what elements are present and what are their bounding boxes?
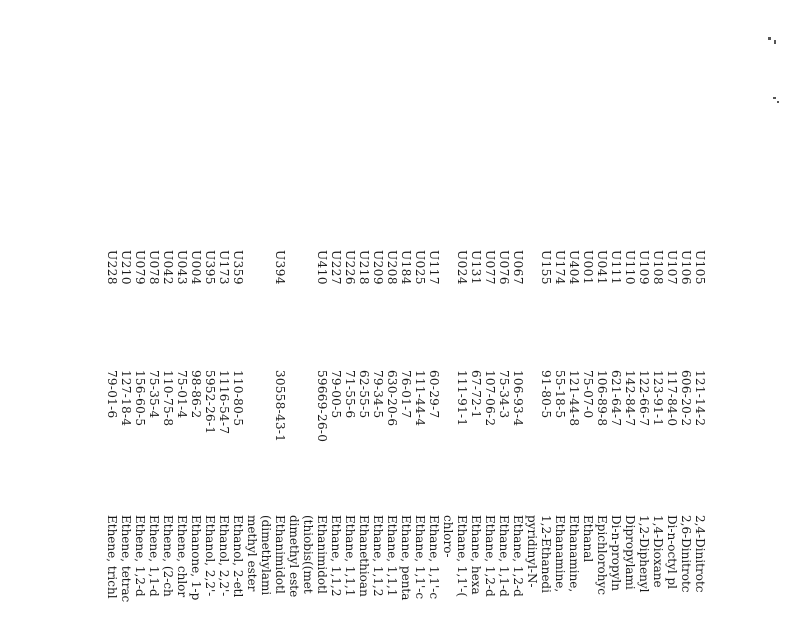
cas-number: 30558-43-1	[273, 370, 287, 443]
cas-number: 606-20-2	[679, 370, 693, 427]
waste-code: U131	[469, 250, 483, 286]
cas-number: 5952-26-1	[203, 370, 217, 435]
cas-number: 75-01-4	[175, 370, 189, 419]
waste-code: U210	[119, 250, 133, 286]
chemical-name: Ethane, 1,1,2	[371, 515, 385, 597]
chemical-name: Di-n-propyln	[609, 515, 623, 591]
cas-number: 110-80-5	[231, 370, 245, 427]
cas-number: 75-07-0	[581, 370, 595, 419]
waste-code: U078	[147, 250, 161, 286]
chemical-name: Ethane, 1,1'-c	[413, 515, 427, 600]
cas-number: 91-80-5	[539, 370, 553, 419]
cas-number: 76-01-7	[399, 370, 413, 419]
chemical-name: Ethane, hexa	[469, 515, 483, 595]
chemical-name: Ethane, 1,1'-(	[455, 515, 469, 598]
waste-code: U226	[343, 250, 357, 286]
waste-code: U067	[511, 250, 525, 286]
waste-code: U109	[637, 250, 651, 286]
chemical-name: Epichlorohyc	[595, 515, 609, 595]
chemical-name: Ethene, tetrac	[119, 515, 133, 603]
chemical-name: Ethane, 1,1,1	[385, 515, 399, 597]
waste-code: U395	[203, 250, 217, 286]
cas-number: 121-14-2	[693, 370, 707, 427]
chemical-name: Ethanamine,	[553, 515, 567, 593]
waste-code: U173	[217, 250, 231, 286]
chemical-name: Ethene, 1,1-d	[147, 515, 161, 597]
cas-number: 59669-26-0	[315, 370, 329, 443]
cas-number: 121-44-8	[567, 370, 581, 427]
chemical-name: Ethanol, 2,2'-	[217, 515, 231, 597]
chemical-name: 2,6-Dinitrotc	[679, 515, 693, 593]
scan-speck	[774, 40, 776, 44]
rotated-table	[6, 250, 706, 618]
cas-number: 110-75-8	[161, 370, 175, 427]
chemical-name: Ethanimidotl	[315, 515, 329, 594]
waste-code: U404	[567, 250, 581, 286]
waste-code: U107	[665, 250, 679, 286]
chemical-name: Ethanamine,	[567, 515, 581, 593]
waste-code: U174	[553, 250, 567, 286]
waste-code: U227	[329, 250, 343, 286]
cas-number: 123-91-1	[651, 370, 665, 427]
waste-code: U110	[623, 250, 637, 286]
scan-speck	[768, 37, 771, 40]
chemical-name: chloro-	[441, 515, 455, 558]
cas-number: 75-34-3	[497, 370, 511, 419]
cas-number: 55-18-5	[553, 370, 567, 419]
chemical-name: Ethanethioan	[357, 515, 371, 597]
waste-code: U077	[483, 250, 497, 286]
cas-number: 79-34-5	[371, 370, 385, 419]
chemical-name: Ethanol, 2-etl	[231, 515, 245, 598]
cas-number: 111-91-1	[455, 370, 469, 427]
waste-code: U155	[539, 250, 553, 286]
waste-code: U042	[161, 250, 175, 286]
chemical-name: 2,4-Dinitrotc	[693, 515, 707, 593]
cas-number: 79-01-6	[105, 370, 119, 419]
waste-code: U228	[105, 250, 119, 286]
chemical-name: Ethanone, 1-p	[189, 515, 203, 601]
chemical-name: 1,4-Dioxane	[651, 515, 665, 588]
waste-code: U025	[413, 250, 427, 286]
waste-code: U041	[595, 250, 609, 286]
chemical-name: (dimethylami	[259, 515, 273, 596]
cas-number: 75-35-4	[147, 370, 161, 419]
chemical-name: pyridinyl-N-	[525, 515, 539, 588]
cas-number: 79-00-5	[329, 370, 343, 419]
cas-number: 107-06-2	[483, 370, 497, 427]
cas-number: 98-86-2	[189, 370, 203, 419]
chemical-name: Ethane, 1,2-d	[511, 515, 525, 597]
chemical-name: Di-n-octyl pl	[665, 515, 679, 590]
cas-number: 106-89-8	[595, 370, 609, 427]
chemical-name: Ethanimidotl	[273, 515, 287, 594]
waste-code: U108	[651, 250, 665, 286]
cas-number: 111-44-4	[413, 370, 427, 427]
waste-code: U043	[175, 250, 189, 286]
waste-code: U106	[679, 250, 693, 286]
chemical-name: Ethanol, 2,2'-	[203, 515, 217, 597]
cas-number: 621-64-7	[609, 370, 623, 427]
scan-speck	[773, 97, 776, 99]
chemical-name: Ethanal	[581, 515, 595, 563]
cas-number: 156-60-5	[133, 370, 147, 427]
waste-code: U359	[231, 250, 245, 286]
chemical-name: dimethyl este	[287, 515, 301, 598]
chemical-name: (thiobis((met	[301, 515, 315, 594]
cas-number: 127-18-4	[119, 370, 133, 427]
scan-speck	[777, 101, 779, 103]
chemical-name: Ethene, chlor	[175, 515, 189, 598]
chemical-name: Ethane, 1,2-d	[483, 515, 497, 597]
cas-number: 117-84-0	[665, 370, 679, 427]
waste-code: U218	[357, 250, 371, 286]
waste-code: U394	[273, 250, 287, 286]
waste-code: U184	[399, 250, 413, 286]
waste-code: U111	[609, 250, 623, 286]
waste-code: U076	[497, 250, 511, 286]
cas-number: 67-72-1	[469, 370, 483, 419]
waste-code: U024	[455, 250, 469, 286]
cas-number: 62-55-5	[357, 370, 371, 419]
cas-number: 60-29-7	[427, 370, 441, 419]
cas-number: 122-66-7	[637, 370, 651, 427]
chemical-name: Ethane, penta	[399, 515, 413, 601]
chemical-name: Ethane, 1,1-d	[497, 515, 511, 597]
cas-number: 106-93-4	[511, 370, 525, 427]
chemical-name: Ethene, trichl	[105, 515, 119, 599]
cas-number: 630-20-6	[385, 370, 399, 427]
chemical-name: Ethane, 1,1,1	[343, 515, 357, 597]
waste-code: U410	[315, 250, 329, 286]
chemical-name: Ethane, 1,1'-c	[427, 515, 441, 600]
chemical-name: Ethane, 1,1,2	[329, 515, 343, 597]
chemical-name: Ethene, 1,2-d	[133, 515, 147, 597]
cas-number: 1116-54-7	[217, 370, 231, 435]
waste-code: U004	[189, 250, 203, 286]
cas-number: 71-55-6	[343, 370, 357, 419]
cas-number: 142-84-7	[623, 370, 637, 427]
waste-code: U001	[581, 250, 595, 286]
chemical-name: Dipropylami	[623, 515, 637, 590]
chemical-name: methyl ester	[245, 515, 259, 592]
waste-code: U079	[133, 250, 147, 286]
chemical-name: 1,2-Diphenyl	[637, 515, 651, 593]
waste-code: U208	[385, 250, 399, 286]
waste-code: U105	[693, 250, 707, 286]
chemical-name: Ethene, (2-ch	[161, 515, 175, 597]
waste-code: U117	[427, 250, 441, 286]
chemical-name: 1,2-Ethanedi	[539, 515, 553, 593]
waste-code: U209	[371, 250, 385, 286]
